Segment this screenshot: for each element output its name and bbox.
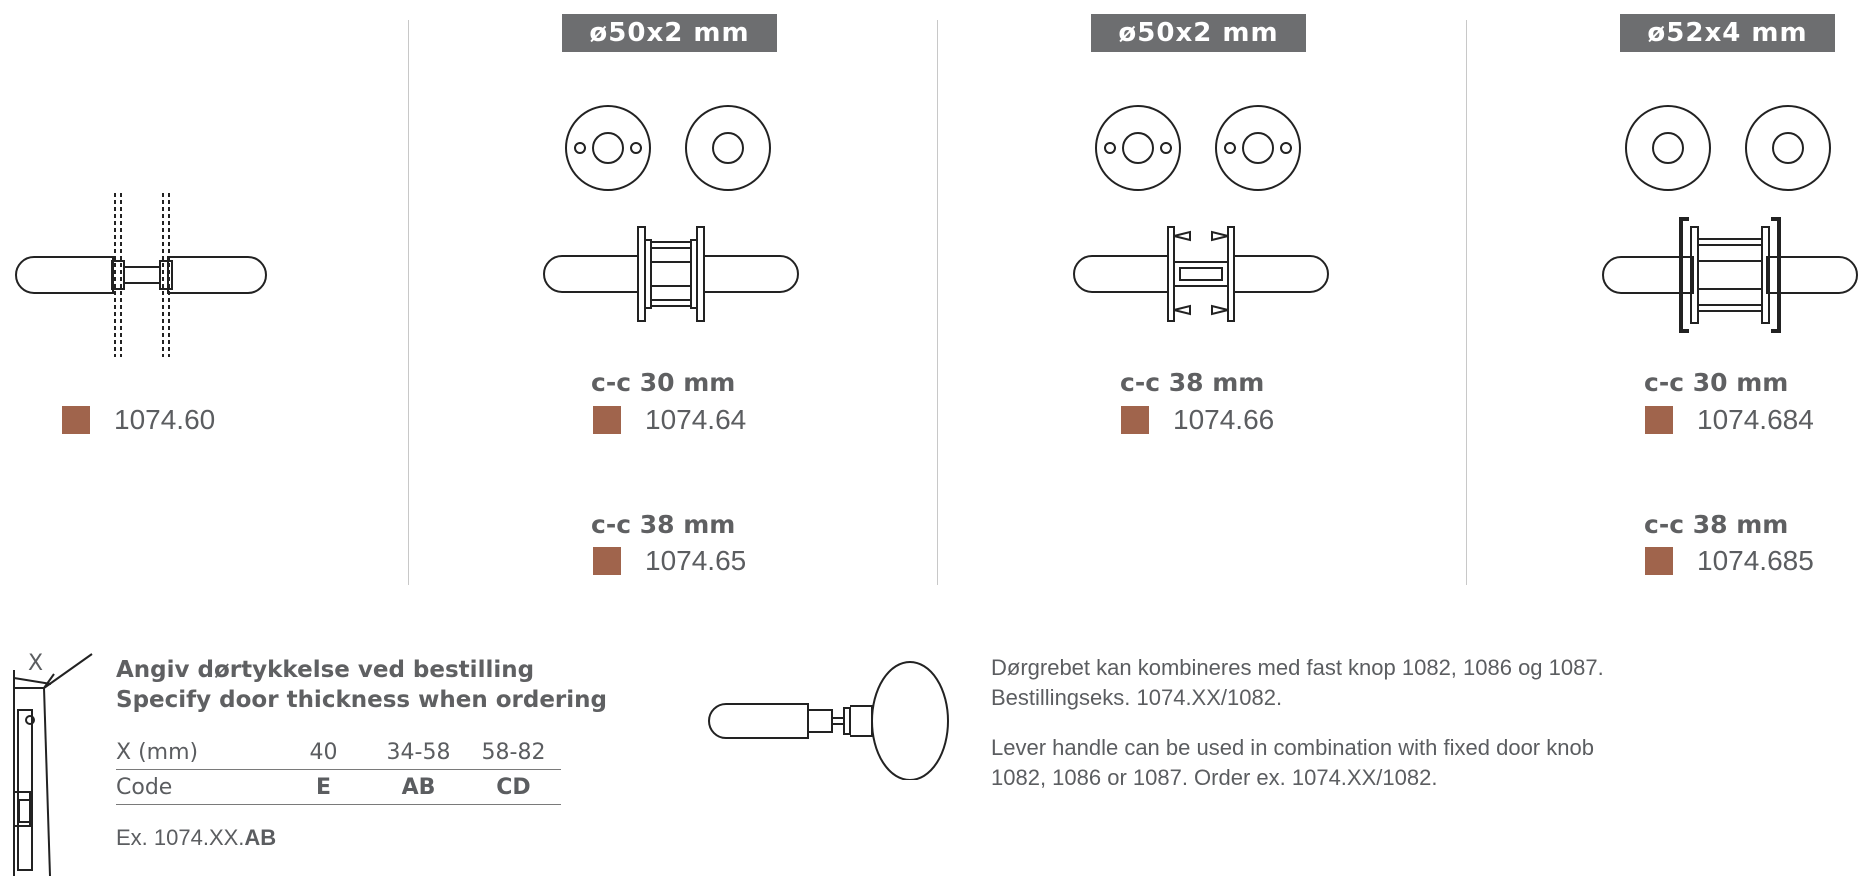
table-row (116, 770, 561, 805)
product-code: 1074.66 (1173, 404, 1275, 435)
center-distance-label: c-c 38 mm (1120, 368, 1265, 397)
color-swatch (1121, 406, 1149, 434)
door-thickness-title-en: Specify door thickness when ordering (116, 687, 607, 713)
lever-knob-combination-drawing (700, 660, 970, 780)
product-code: 1074.60 (114, 404, 216, 435)
dimension-badge: ø50x2 mm (1091, 14, 1306, 52)
color-swatch (1645, 406, 1673, 434)
dimension-badge: ø50x2 mm (562, 14, 777, 52)
table-cell: AB (371, 770, 466, 805)
product-code: 1074.684 (1697, 404, 1814, 435)
door-thickness-block (116, 655, 607, 853)
color-swatch (593, 547, 621, 575)
table-cell: X (mm) (116, 735, 276, 770)
color-swatch (1645, 547, 1673, 575)
column-divider (937, 20, 938, 585)
color-swatch (593, 406, 621, 434)
table-cell: 58-82 (466, 735, 561, 770)
center-distance-label: c-c 30 mm (1644, 368, 1789, 397)
door-thickness-table (116, 735, 561, 805)
door-thickness-diagram (6, 640, 96, 876)
lever-handle-drawing (1595, 215, 1865, 335)
door-thickness-title-da: Angiv dørtykkelse ved bestilling (116, 657, 535, 683)
center-distance-label: c-c 30 mm (591, 368, 736, 397)
lever-handle-drawing (536, 222, 806, 327)
order-example-prefix: Ex. 1074.XX. (116, 825, 245, 850)
product-code-row (1121, 404, 1274, 436)
rosette-drawing (1090, 100, 1310, 196)
column-divider (408, 20, 409, 585)
order-example-code: AB (244, 825, 277, 850)
product-code-row (1645, 545, 1814, 577)
table-cell: 40 (276, 735, 371, 770)
table-cell: CD (466, 770, 561, 805)
lever-handle-drawing (8, 185, 273, 360)
product-code-row (593, 545, 746, 577)
product-code: 1074.64 (645, 404, 747, 435)
dimension-badge: ø52x4 mm (1620, 14, 1835, 52)
lever-handle-drawing (1066, 222, 1336, 327)
table-cell: Code (116, 770, 276, 805)
table-cell: 34-58 (371, 735, 466, 770)
rosette-drawing (1620, 100, 1840, 196)
dimension-x-label: X (28, 651, 44, 676)
product-code-row (62, 404, 215, 436)
product-code: 1074.65 (645, 545, 747, 576)
center-distance-label: c-c 38 mm (591, 510, 736, 539)
table-cell: E (276, 770, 371, 805)
center-distance-label: c-c 38 mm (1644, 510, 1789, 539)
table-row (116, 735, 561, 770)
rosette-drawing (560, 100, 780, 196)
combination-text-da: Dørgrebet kan kombineres med fast knop 1082, 1086 og 1087. Bestillingseks. 1074.XX/1082. (991, 655, 1604, 710)
product-code-row (1645, 404, 1814, 436)
column-divider (1466, 20, 1467, 585)
product-code-row (593, 404, 746, 436)
product-code: 1074.685 (1697, 545, 1814, 576)
order-example (116, 823, 607, 853)
combination-text-en: Lever handle can be used in combination with fixed door knob 1082, 1086 or 1087. Order ex. 1074.XX/1082. (991, 735, 1594, 790)
combination-text (991, 653, 1631, 793)
color-swatch (62, 406, 90, 434)
